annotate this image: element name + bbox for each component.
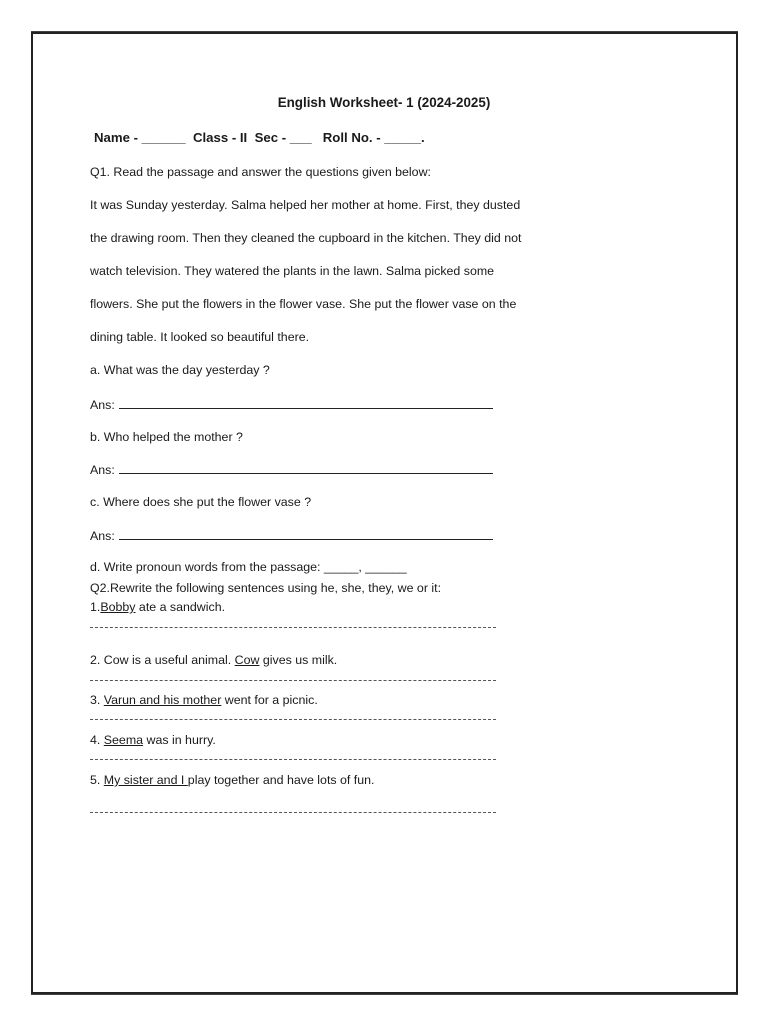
q2-item-1: [90, 599, 225, 615]
underlined-noun: My sister and I: [103, 773, 188, 787]
q2-item-3: [90, 692, 318, 708]
answer-label: Ans:: [90, 529, 115, 543]
passage-line: It was Sunday yesterday. Salma helped her mother at home. First, they dusted: [90, 198, 521, 212]
item-rest: was in hurry.: [143, 733, 216, 747]
q2-instruction: Q2.Rewrite the following sentences using he, she, they, we or it:: [90, 581, 442, 595]
answer-label: Ans:: [90, 463, 115, 477]
underlined-noun: Cow: [234, 653, 260, 667]
item-rest: went for a picnic.: [221, 693, 318, 707]
answer-blank[interactable]: [119, 527, 493, 540]
name-field-label: Name - ______: [94, 130, 186, 145]
answer-b[interactable]: [90, 461, 493, 478]
roll-number-label: Roll No. - _____.: [322, 130, 425, 145]
answer-dashed-line[interactable]: [90, 680, 496, 681]
item-prefix: 5.: [90, 773, 104, 787]
section-label: Sec - ___: [254, 130, 312, 145]
passage-line: watch television. They watered the plants in the lawn. Salma picked some: [90, 264, 495, 278]
question-c: c. Where does she put the flower vase ?: [90, 495, 312, 509]
answer-blank[interactable]: [119, 396, 493, 409]
question-d: d. Write pronoun words from the passage: _____, ______: [90, 560, 407, 574]
item-prefix: 1.: [90, 600, 101, 614]
answer-a[interactable]: [90, 396, 493, 413]
worksheet-title: English Worksheet- 1 (2024-2025): [277, 95, 491, 110]
student-info-row: [94, 130, 425, 145]
item-prefix: 2. Cow is a useful animal.: [90, 653, 235, 667]
item-prefix: 3.: [90, 693, 104, 707]
q2-item-5: [90, 772, 374, 788]
answer-dashed-line[interactable]: [90, 627, 496, 628]
q2-item-2: [90, 652, 337, 668]
answer-dashed-line[interactable]: [90, 719, 496, 720]
item-rest: play together and have lots of fun.: [187, 773, 375, 787]
item-prefix: 4.: [90, 733, 104, 747]
q2-item-4: [90, 732, 216, 748]
passage-line: dining table. It looked so beautiful there.: [90, 330, 310, 344]
answer-blank[interactable]: [119, 461, 493, 474]
item-rest: gives us milk.: [259, 653, 338, 667]
answer-dashed-line[interactable]: [90, 812, 496, 813]
answer-dashed-line[interactable]: [90, 759, 496, 760]
answer-label: Ans:: [90, 398, 115, 412]
underlined-noun: Bobby: [100, 600, 136, 614]
question-b: b. Who helped the mother ?: [90, 430, 243, 444]
passage-line: flowers. She put the flowers in the flower vase. She put the flower vase on the: [90, 297, 517, 311]
passage-line: the drawing room. Then they cleaned the cupboard in the kitchen. They did not: [90, 231, 522, 245]
answer-c[interactable]: [90, 527, 493, 544]
underlined-noun: Varun and his mother: [103, 693, 222, 707]
item-rest: ate a sandwich.: [135, 600, 226, 614]
question-a: a. What was the day yesterday ?: [90, 363, 270, 377]
class-label: Class - II: [192, 130, 248, 145]
q1-instruction: Q1. Read the passage and answer the questions given below:: [90, 165, 431, 179]
underlined-noun: Seema: [103, 733, 144, 747]
